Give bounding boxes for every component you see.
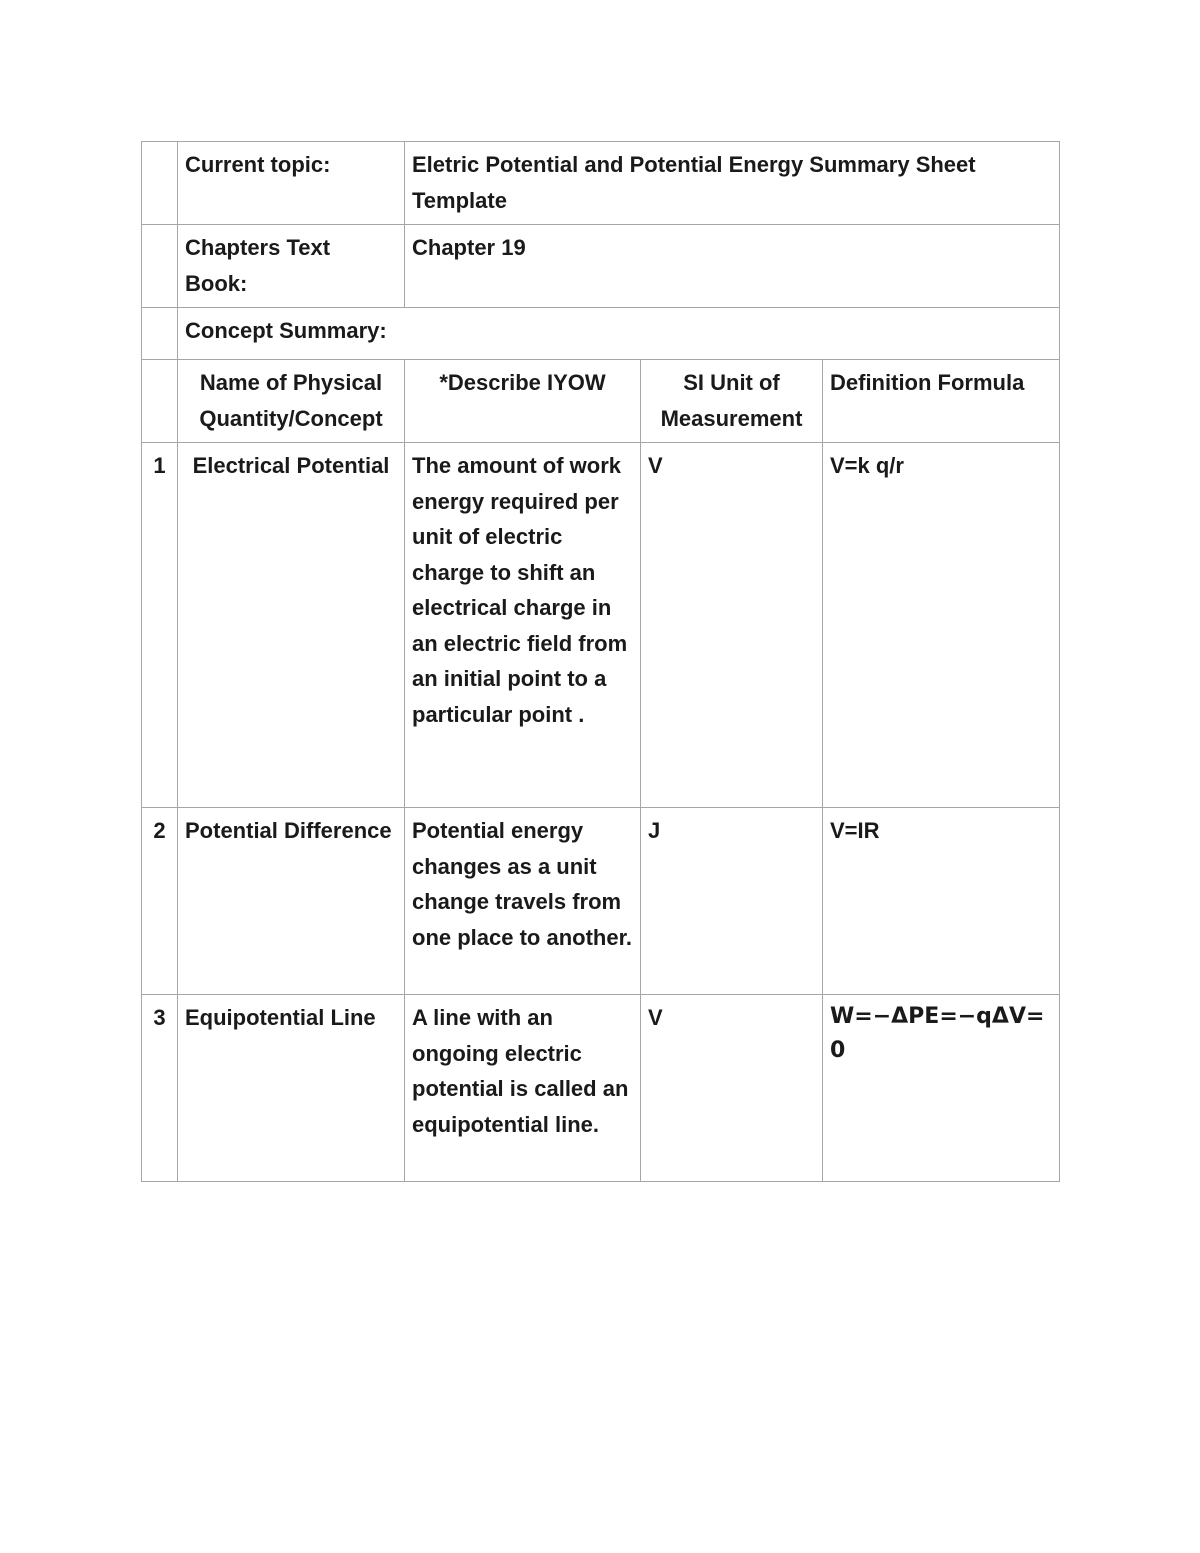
definition-formula: V=IR bbox=[823, 808, 1060, 995]
table-row bbox=[142, 995, 1060, 1182]
empty-cell bbox=[142, 225, 178, 308]
concept-description: Potential energy changes as a unit change travels from one place to another. bbox=[405, 808, 641, 995]
header-si-unit: SI Unit of Measurement bbox=[641, 360, 823, 443]
row-number: 1 bbox=[142, 443, 178, 808]
si-unit: J bbox=[641, 808, 823, 995]
topic-label: Current topic: bbox=[178, 142, 405, 225]
empty-cell bbox=[142, 142, 178, 225]
row-number: 2 bbox=[142, 808, 178, 995]
concept-description: The amount of work energy required per unit of electric charge to shift an electrical charge in an electric field from an initial point to a particular point . bbox=[405, 443, 641, 808]
row-number: 3 bbox=[142, 995, 178, 1182]
header-describe: *Describe IYOW bbox=[405, 360, 641, 443]
definition-formula: V=k q/r bbox=[823, 443, 1060, 808]
header-formula: Definition Formula bbox=[823, 360, 1060, 443]
topic-value: Eletric Potential and Potential Energy Summary Sheet Template bbox=[405, 142, 1060, 225]
topic-row bbox=[142, 142, 1060, 225]
concept-name: Equipotential Line bbox=[178, 995, 405, 1182]
chapters-value: Chapter 19 bbox=[405, 225, 1060, 308]
empty-cell bbox=[142, 360, 178, 443]
concept-name: Electrical Potential bbox=[178, 443, 405, 808]
chapters-label: Chapters Text Book: bbox=[178, 225, 405, 308]
empty-cell bbox=[142, 308, 178, 360]
concept-summary-label: Concept Summary: bbox=[178, 308, 1060, 360]
si-unit: V bbox=[641, 443, 823, 808]
concept-description: A line with an ongoing electric potential is called an equipotential line. bbox=[405, 995, 641, 1182]
table-row bbox=[142, 443, 1060, 808]
table-row bbox=[142, 808, 1060, 995]
definition-formula: W=−ΔPE=−qΔV=0 bbox=[823, 995, 1060, 1182]
column-header-row bbox=[142, 360, 1060, 443]
si-unit: V bbox=[641, 995, 823, 1182]
concept-name: Potential Difference bbox=[178, 808, 405, 995]
header-name: Name of Physical Quantity/Concept bbox=[178, 360, 405, 443]
concept-summary-row bbox=[142, 308, 1060, 360]
summary-sheet-table bbox=[141, 141, 1060, 1182]
chapters-row bbox=[142, 225, 1060, 308]
